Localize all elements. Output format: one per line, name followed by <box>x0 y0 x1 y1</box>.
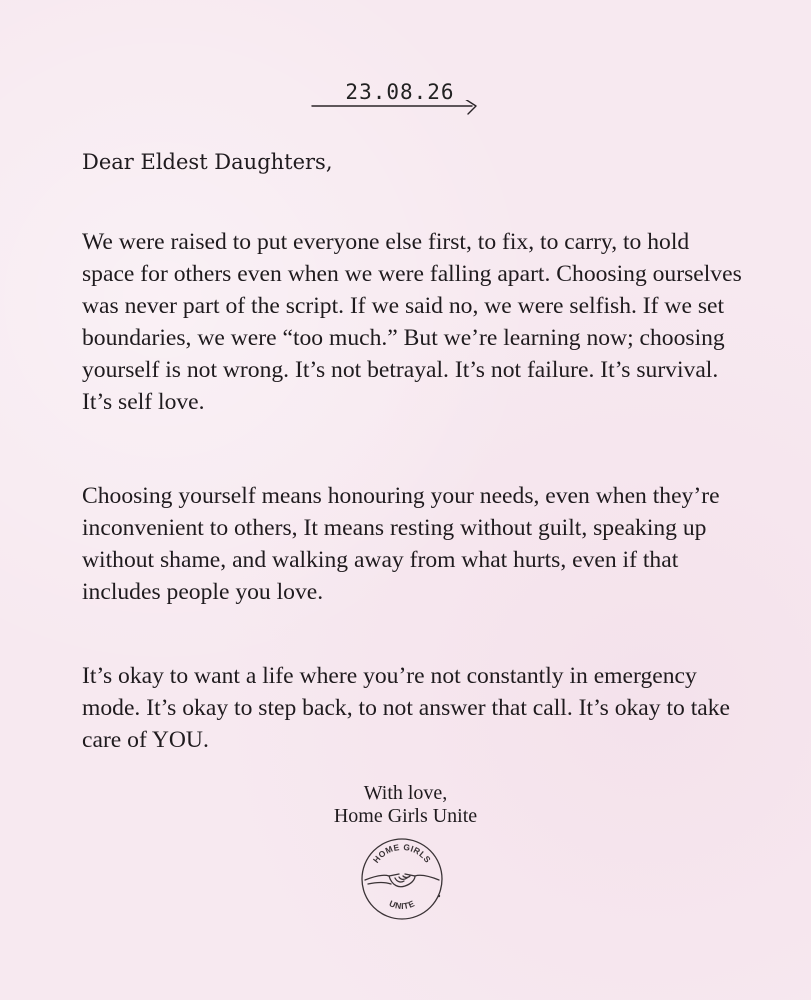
paragraph-1: We were raised to put everyone else first, to fix, to carry, to hold space for others even when we were falling apart. Choosing ourselves was never part of the script. If we said no, we were selfish. If we set boundaries, we were “too much.” But we’re learning now; choosing yourself is not wrong. It’s not betrayal. It’s not failure. It’s survival. It’s self love. <box>82 229 742 415</box>
closing: With love, <box>363 782 448 804</box>
letter-date: 23.08.26 <box>345 80 455 104</box>
date-header <box>310 80 490 120</box>
arrow-right-icon <box>310 100 485 120</box>
signoff <box>0 782 811 828</box>
home-girls-unite-logo <box>359 836 445 922</box>
logo-bottom-text: UNITE <box>387 898 417 912</box>
salutation: Dear Eldest Daughters, <box>82 150 333 174</box>
handshake-icon <box>365 874 439 887</box>
logo-top-text: HOME GIRLS <box>370 841 434 865</box>
paragraph-2: Choosing yourself means honouring your needs, even when they’re inconvenient to others, It means resting without guilt, speaking up without shame, and walking away from what hurts, even if that includes people you love. <box>82 483 720 605</box>
paragraph-3: It’s okay to want a life where you’re not constantly in emergency mode. It’s okay to step back, to not answer that call. It’s okay to take care of YOU. <box>82 663 731 753</box>
signature: Home Girls Unite <box>333 805 478 827</box>
